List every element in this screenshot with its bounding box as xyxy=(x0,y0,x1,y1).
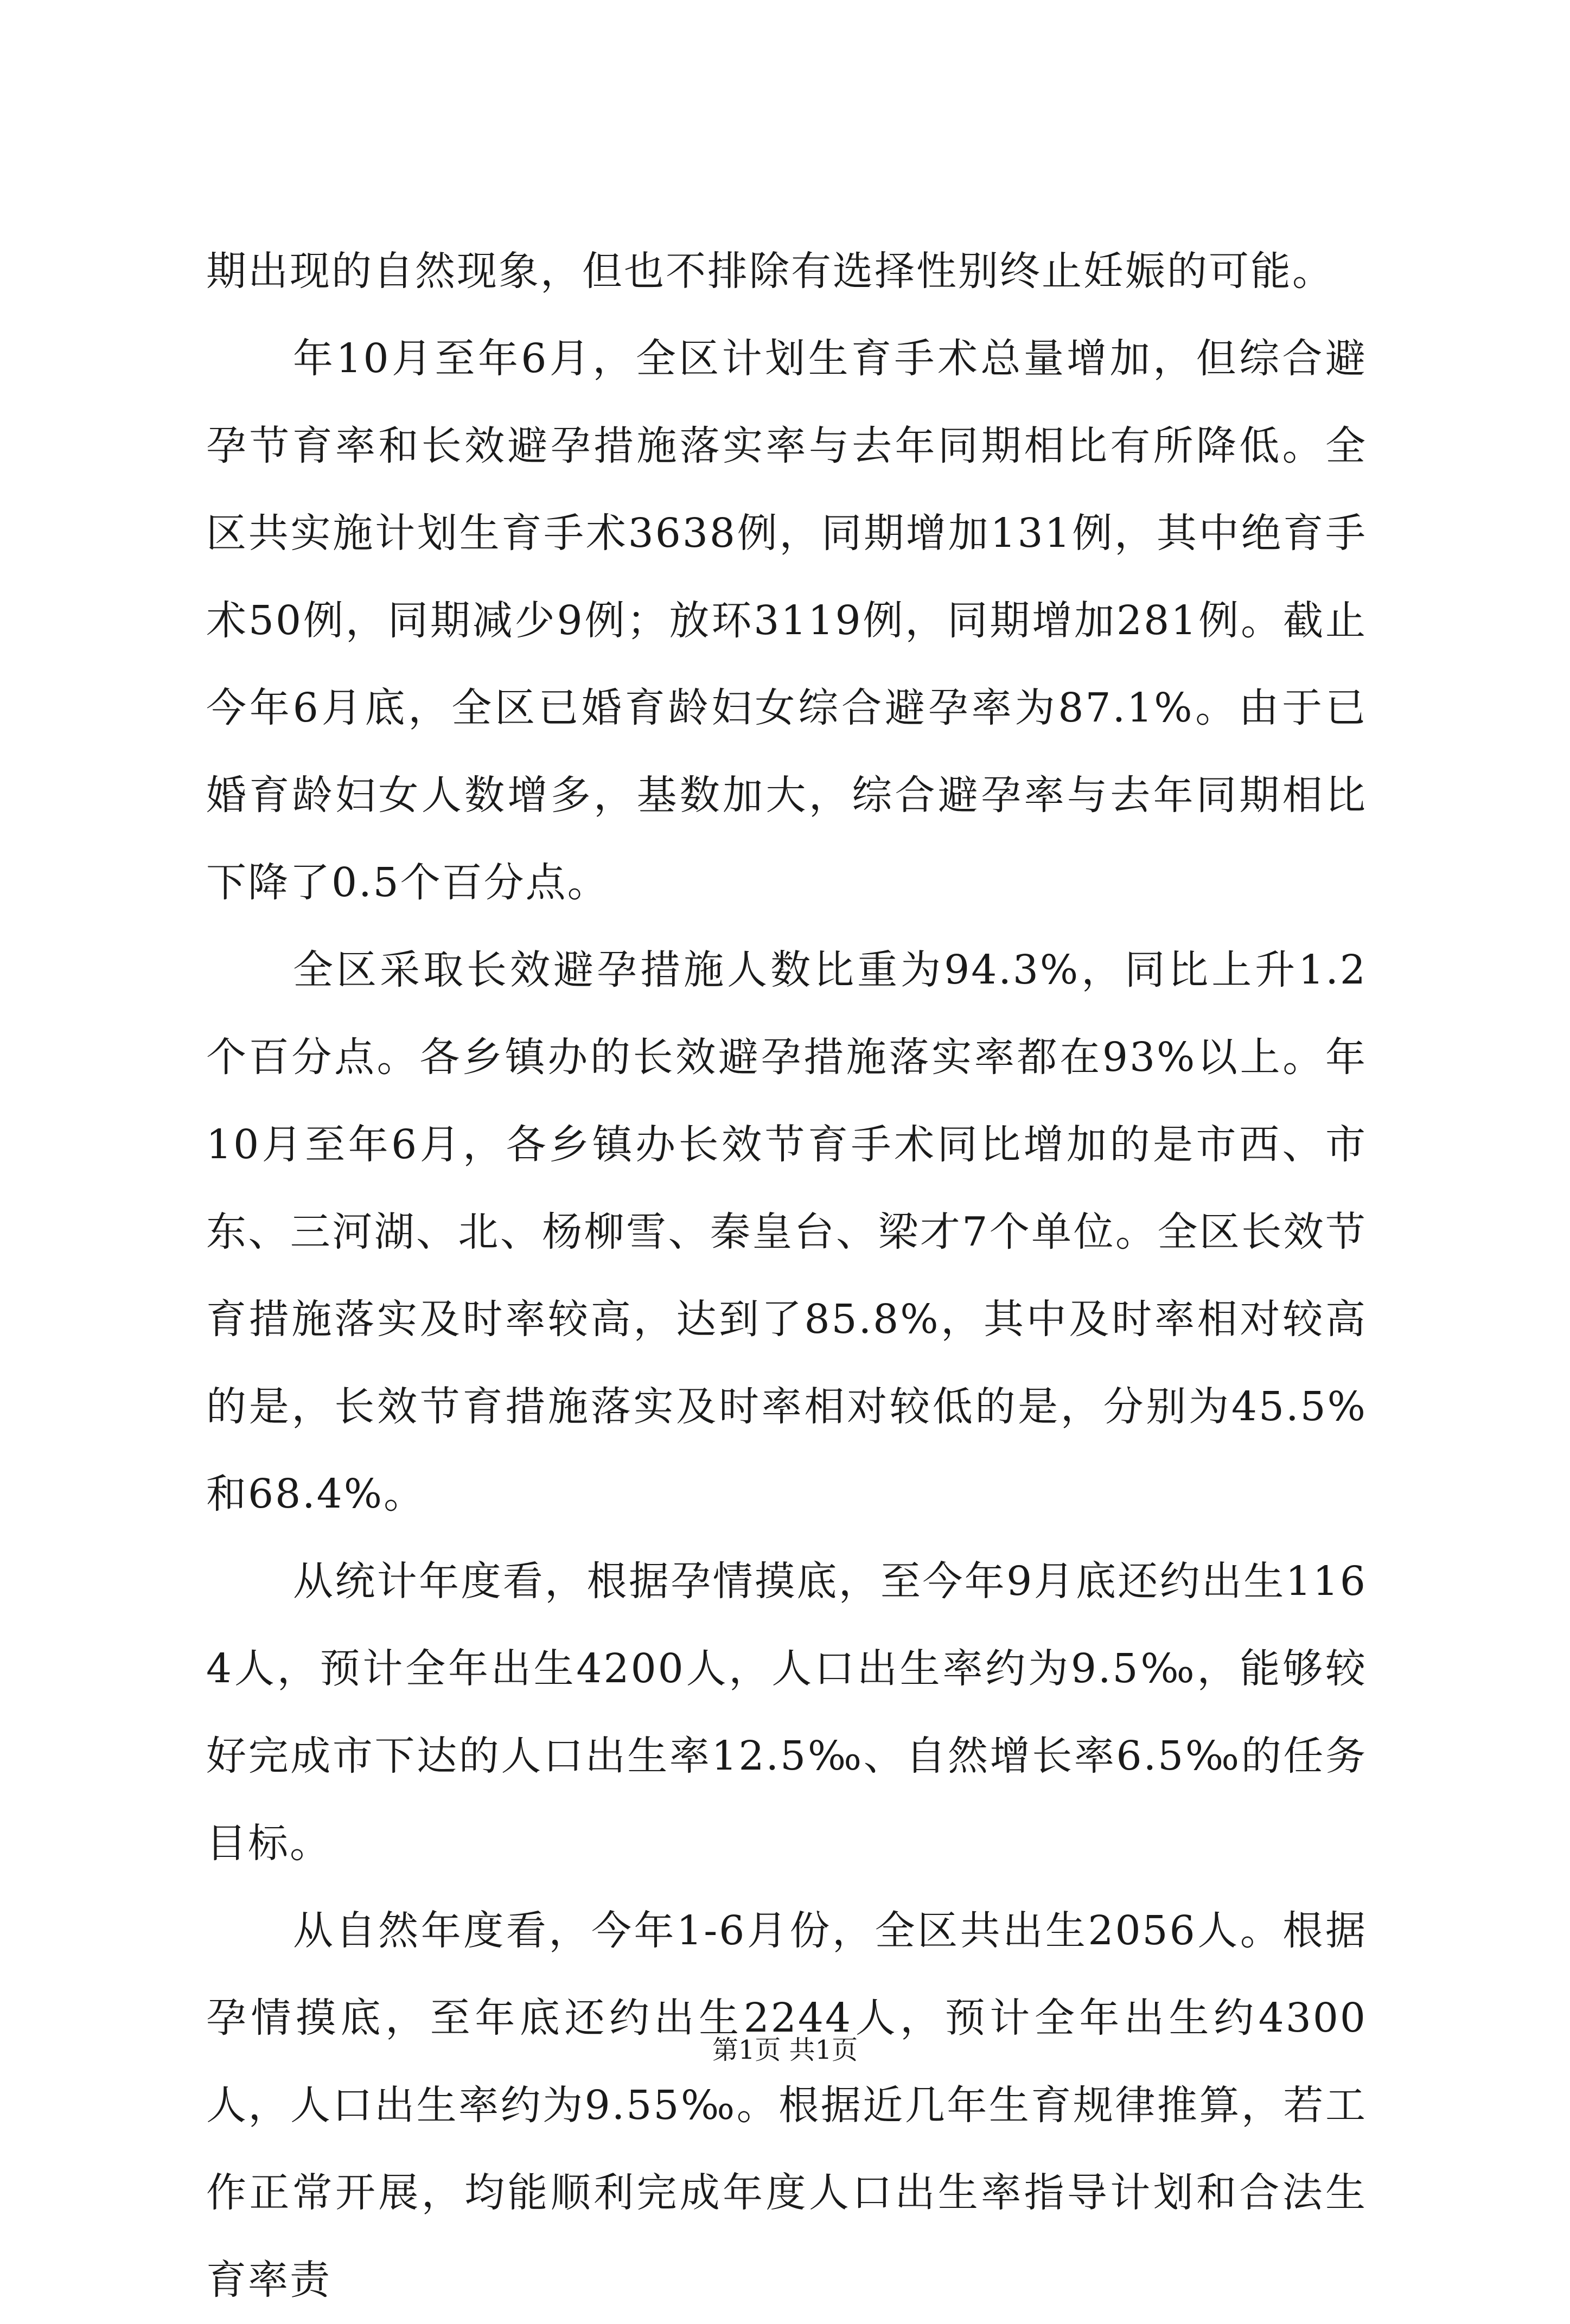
paragraph-long-term-measures: 全区采取长效避孕措施人数比重为94.3%，同比上升1.2个百分点。各乡镇办的长效避孕措施落实率都在93%以上。年10月至年6月，各乡镇办长效节育手术同比增加的是市西、市东、三河湖、北、杨柳雪、秦皇台、梁才7个单位。全区长效节育措施落实及时率较高，达到了85.8%，其中及时率相对较高的是，长效节育措施落实及时率相对较低的是，分别为45.5%和68.4%。 xyxy=(206,947,1367,1517)
document-body xyxy=(206,228,1367,2324)
paragraph-statistical-year: 从统计年度看，根据孕情摸底，至今年9月底还约出生1164人，预计全年出生4200人，人口出生率约为9.5‰，能够较好完成市下达的人口出生率12.5‰、自然增长率6.5‰的任务目标。 xyxy=(206,1558,1367,1867)
page-number-footer: 第1页 共1页 xyxy=(712,2035,858,2065)
paragraph-surgery-stats: 年10月至年6月，全区计划生育手术总量增加，但综合避孕节育率和长效避孕措施落实率与去年同期相比有所降低。全区共实施计划生育手术3638例，同期增加131例，其中绝育手术50例，同期减少9例；放环3119例，同期增加281例。截止今年6月底，全区已婚育龄妇女综合避孕率为87.1%。由于已婚育龄妇女人数增多，基数加大，综合避孕率与去年同期相比下降了0.5个百分点。 xyxy=(206,335,1367,906)
paragraph-continuation: 期出现的自然现象，但也不排除有选择性别终止妊娠的可能。 xyxy=(206,248,1334,295)
paragraph-natural-year: 从自然年度看，今年1-6月份，全区共出生2056人。根据孕情摸底，至年底还约出生2244人，预计全年出生约4300人，人口出生率约为9.55‰。根据近几年生育规律推算，若工作正常开展，均能顺利完成年度人口出生率指导计划和合法生育率责 xyxy=(206,1907,1367,2303)
